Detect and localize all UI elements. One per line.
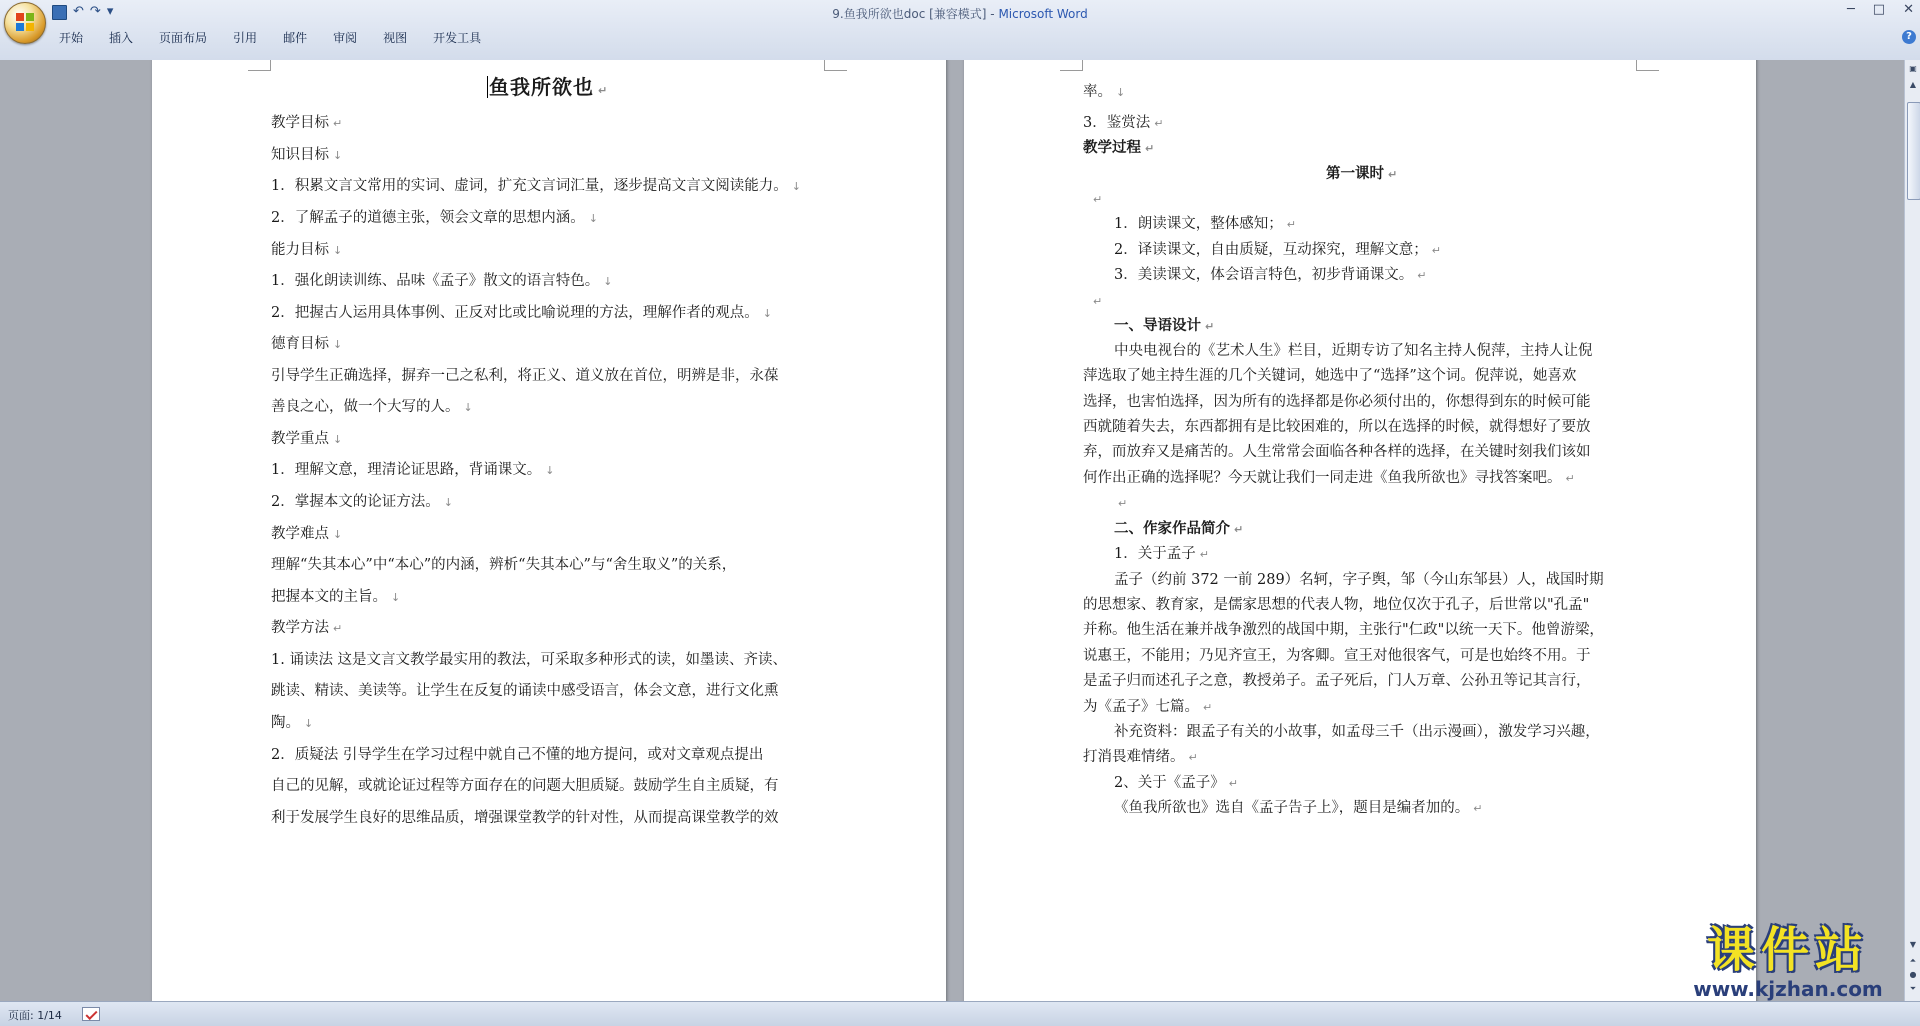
doc-line: 1．强化朗读训练、品味《孟子》散文的语言特色。 ↓ [271,273,613,289]
doc-line: 中央电视台的《艺术人生》栏目，近期专访了知名主持人倪萍，主持人让倪 [1114,343,1593,359]
doc-line: 教学难点 ↓ [271,526,343,542]
doc-line: 为《孟子》七篇。 ↵ [1083,699,1213,715]
doc-line: 萍选取了她主持生涯的几个关键词，她选中了“选择”这个词。倪萍说，她喜欢 [1083,368,1577,384]
crop-mark [824,60,847,71]
doc-heading: 一、导语设计 ↵ [1114,317,1215,334]
doc-line: 1．理解文意，理清论证思路，背诵课文。 ↓ [271,462,555,478]
doc-line: 孟子（约前 372 一前 289）名轲，字子舆，邹（今山东邹县）人，战国时期 [1114,572,1604,588]
scroll-down-icon[interactable]: ▼ [1909,940,1917,949]
doc-line: 德育目标 ↓ [271,336,343,352]
doc-line: 教学重点 ↓ [271,431,343,447]
doc-line: 的思想家、教育家，是儒家思想的代表人物，地位仅次于孔子，后世常以"孔孟" [1083,597,1590,613]
undo-icon[interactable]: ↶ [73,4,84,19]
doc-line: 跳读、精读、美读等。让学生在反复的诵读中感受语言，体会文意，进行文化熏 [271,683,779,699]
doc-line: 利于发展学生良好的思维品质，增强课堂教学的针对性，从而提高课堂教学的效 [271,810,779,826]
doc-heading: 第一课时 ↵ [1326,165,1398,182]
doc-line: 3．美读课文，体会语言特色，初步背诵课文。 ↵ [1114,267,1427,283]
vertical-scrollbar[interactable] [1904,60,1920,1001]
doc-line: 2．译读课文，自由质疑，互动探究，理解文意； ↵ [1114,242,1441,258]
close-icon[interactable]: ✕ [1903,2,1914,17]
doc-line: 3．鉴赏法 ↵ [1083,115,1164,131]
doc-line: 1. 诵读法 这是文言文教学最实用的教法，可采取多种形式的读，如墨读、齐读、 [271,652,788,668]
scroll-up-icon[interactable]: ▲ [1909,80,1917,89]
doc-line: 并称。他生活在兼并战争激烈的战国中期，主张行"仁政"以统一天下。他曾游梁， [1083,622,1604,638]
doc-line: 1．积累文言文常用的实词、虚词，扩充文言词汇量，逐步提高文言文阅读能力。 ↓ [271,178,801,194]
help-icon[interactable]: ? [1902,30,1916,44]
next-page-icon[interactable]: ⏷ [1909,984,1917,993]
doc-line: 引导学生正确选择，摒弃一己之私利，将正义、道义放在首位，明辨是非，永葆 [271,368,779,384]
doc-line: 补充资料：跟孟子有关的小故事，如孟母三千（出示漫画），激发学习兴趣， [1114,724,1600,740]
empty-paragraph: ↵ [1093,193,1103,206]
tab-insert[interactable]: 插入 [109,31,134,45]
page-indicator[interactable]: 页面: 1/14 [8,1009,62,1022]
doc-line: 2．掌握本文的论证方法。 ↓ [271,494,453,510]
doc-line: 何作出正确的选择呢？今天就让我们一同走进《鱼我所欲也》寻找答案吧。 ↵ [1083,470,1575,486]
crop-mark [248,60,271,71]
window-controls [1847,2,1914,17]
scroll-thumb[interactable] [1907,102,1920,200]
doc-line: 教学目标 ↵ [271,115,343,131]
ribbon-tabs [46,26,494,50]
title-bar [0,0,1920,61]
empty-paragraph: ↵ [1118,497,1128,510]
tab-home[interactable]: 开始 [59,31,84,45]
doc-line: 2、关于《孟子》 ↵ [1114,775,1238,791]
doc-line: 率。 ↓ [1083,84,1126,100]
app-name: Microsoft Word [998,7,1088,21]
ruler-toggle-icon[interactable]: ▣ [1909,64,1917,73]
watermark-url: www.kjzhan.com [1693,977,1883,1001]
doc-line: 能力目标 ↓ [271,242,343,258]
doc-heading: 二、作家作品简介 ↵ [1114,520,1244,537]
crop-mark [1636,60,1659,71]
doc-line: 2．把握古人运用具体事例、正反对比或比喻说理的方法，理解作者的观点。 ↓ [271,305,772,321]
browse-object-icon[interactable]: ● [1909,970,1917,979]
window-title [0,5,1920,22]
minimize-icon[interactable]: ─ [1846,2,1855,17]
document-workspace [0,60,1904,1001]
proofing-icon[interactable] [82,1007,100,1021]
doc-line: 2．了解孟子的道德主张，领会文章的思想内涵。 ↓ [271,210,598,226]
tab-developer[interactable]: 开发工具 [433,31,482,45]
watermark-logo-text: 课件站 [1706,922,1869,978]
doc-heading: 教学过程 ↵ [1083,139,1155,156]
document-title: 鱼我所欲也 ↵ [489,75,609,99]
document-page-2[interactable] [964,60,1756,1001]
previous-page-icon[interactable]: ⏶ [1909,956,1917,965]
tab-page-layout[interactable]: 页面布局 [159,31,208,45]
site-watermark [1672,922,1904,1002]
document-name: 9.鱼我所欲也doc [兼容模式] [832,7,987,21]
maximize-icon[interactable]: □ [1872,2,1886,17]
crop-mark [1060,60,1083,71]
tab-mailings[interactable]: 邮件 [283,31,308,45]
doc-line: 说惠王，不能用；乃见齐宣王，为客卿。宣王对他很客气，可是也始终不用。于 [1083,648,1591,664]
text-cursor [487,76,488,98]
tab-references[interactable]: 引用 [233,31,258,45]
doc-line: 1．朗读课文，整体感知； ↵ [1114,216,1296,232]
doc-line: 西就随着失去，东西都拥有是比较困难的，所以在选择的时候，就得想好了要放 [1083,419,1591,435]
doc-line: 2．质疑法 引导学生在学习过程中就自己不懂的地方提问，或对文章观点提出 [271,747,764,763]
status-bar [0,1001,1920,1026]
doc-line: 1．关于孟子 ↵ [1114,546,1209,562]
doc-line: 理解“失其本心”中“本心”的内涵，辨析“失其本心”与“舍生取义”的关系， [271,557,737,573]
doc-line: 知识目标 ↓ [271,147,343,163]
document-page-1[interactable] [152,60,946,1001]
tab-review[interactable]: 审阅 [333,31,358,45]
doc-line: 《鱼我所欲也》选自《孟子告子上》，题目是编者加的。 ↵ [1114,800,1483,816]
doc-line: 弃，而放弃又是痛苦的。人生常常会面临各种各样的选择，在关键时刻我们该如 [1083,444,1591,460]
doc-line: 陶。 ↓ [271,715,314,731]
redo-icon[interactable]: ↷ [89,4,101,19]
doc-line: 选择，也害怕选择，因为所有的选择都是你必须付出的，你想得到东的时候可能 [1083,394,1591,410]
customize-qat-icon[interactable]: ▾ [106,4,114,19]
doc-line: 善良之心，做一个大写的人。 ↓ [271,399,473,415]
doc-line: 自己的见解，或就论证过程等方面存在的问题大胆质疑。鼓励学生自主质疑，有 [271,778,779,794]
doc-line: 打消畏难情绪。 ↵ [1083,749,1198,765]
doc-line: 是孟子归而述孔子之意，教授弟子。孟子死后，门人万章、公孙丑等记其言行， [1083,673,1591,689]
title-separator: - [986,7,999,21]
empty-paragraph: ↵ [1093,295,1103,308]
tab-view[interactable]: 视图 [383,31,408,45]
doc-line: 教学方法 ↵ [271,620,343,636]
doc-line: 把握本文的主旨。 ↓ [271,589,401,605]
